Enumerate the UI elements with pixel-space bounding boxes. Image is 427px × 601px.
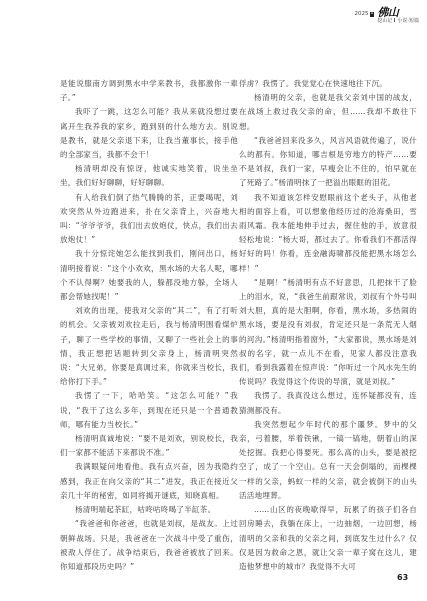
article-column-left [60, 77, 238, 574]
paragraph: 我不知道该怎样安慰眼前这个老头子，从他老相的面容上看，可以想象他经历过的沧海桑田，雪雨风霜。我本能地伸手过去，握住他的手，放意很轻松地说：“杨大哥，都过去了。你看我们不都活得好好的吗！你看，连金融海啸都没能把黑水场怎么样！” [239, 192, 417, 273]
paragraph: 我突然想起少年时代的那个噩梦。梦中的父亲，弓着腰，举着铁锹，一镐一镐地，朝着山的深处挖掘。我把心得要死。那么高的山头，要是被挖空了，成了一个空山。总有一天会倒塌的，而棵棵一样的父亲，蚂蚁一样的父亲，就会被倒下的山头活活地埋葬。 [239, 419, 417, 500]
magazine-subtitle [377, 18, 419, 24]
story-title: 挖山记 [377, 17, 393, 24]
paragraph: 我愣了。我真没这么想过，连怀疑都没有，连猜测都没有。 [239, 391, 417, 415]
issue-number-badge: 1 [370, 11, 374, 17]
magazine-masthead [377, 7, 419, 24]
paragraph: 有人给我们倒了热气腾腾的茶，正要喝呢，刘欢突然从外边跑进来，扑在父亲背上，兴奋地大叫：“爷爷爷爷，我们出去放炮仗，快点，我们出去放炮仗！” [60, 192, 238, 245]
issue-year: 2025 [354, 11, 369, 18]
separator [394, 18, 395, 22]
magazine-logo: 佛山 [377, 5, 399, 19]
paragraph: 我愣了一下，哈哈笑。“这怎么可能？”我说，“我干了这么多年，到现在还只是一个普通教师，哪有能力当校长。” [60, 391, 238, 429]
article-column-right [239, 77, 417, 574]
paragraph: 杨清明端起茶缸，咕咚咕咚喝了半缸茶。 [75, 505, 216, 515]
paragraph: “我爸爸回来没多久，风言风语就传遍了，说什么的都有。你知道，哪吉根是穷地方的特产……要不是刘叔，我们一家，早瘦会让不住的，怕早就在了死路了。”杨清明抹了一把溢出眼眶的泪花。 [239, 135, 417, 188]
paragraph: 我满眼疑问地看他。我有点兴奋，因为我隐约感到，我正在向父亲的“其二”进发，我正在接近父亲几十年的秘密，如同将揭开谜底，知晓真相。 [60, 462, 238, 500]
paragraph: 是能说服南方调到黑水中学来教书，我都激你一辈子。” [60, 79, 238, 103]
paragraph: 杨清明却没有惊讶，他诚实地笑着，说坐坐坐，我们好好聊聊，好好聊聊。 [60, 164, 238, 188]
paragraph: 杨清明的父亲，也就是我父亲刘中国的战友，在战场上救过我父亲的命，但……我却不敢往下想。 [239, 93, 417, 131]
paragraph: “我爸爸和你爸爸，也就是刘叔，是战友。上过朝鲜战场。只是，我爸爸在一次战斗中受了重伤，被敌人俘住了。战争结束后，我爸爸被放了回来。你知道那段历史吗？” [60, 519, 238, 571]
page-header [355, 6, 419, 24]
paragraph: 我十分惊诧她怎么能找到我们，刚问出口，杨清明接着说：“这个小欢欢，黑水场的大名人呢，哪个不认得啊？她要我的人，躲都没地方躲，全场人都会帮她找呢！” [60, 249, 238, 302]
paragraph: “是啊！”杨清明有点不好意思，几把抹干了脸上的泪水，说，“我爸生前跟常说，刘叔有个外号叫刘大胆，真的是大胆啊，你看，黑水场，多热闹的黑水场，要是没有刘叔，肯定还只是一条荒无人烟的河沟。”杨清明指着窗外，“大家都说，黑水场是刘叔的名字，就一点儿不在看，见家人都没注意我们，看到我露着在惊声说：“你听过一个风水先生的传说吗？我觉得这个传说的导演，就是刘叔。” [239, 277, 417, 387]
section-label: 小说·短篇 [397, 17, 419, 24]
issue-label [355, 12, 375, 18]
paragraph: 俘虏？我愣了。我觉觉心在快速地往下沉。 [239, 79, 388, 88]
paragraph: 杨清明真诚地说：“要不是刘欢，别说校长，我们一家都不能活下来都说不准。” [60, 434, 238, 458]
paragraph: ……山区的夜晚歇得早，玩累了的孩子们各自回房睡去，我躺在床上，一边抽烟，一边回想，杨清明的父亲和我的父亲之间，到底发生过什么？仅仅是因为救命之恩，就让父亲一辈子窝在这儿，建造他梦想中的城市？我觉得不大可 [239, 505, 417, 571]
paragraph: 刘欢的出现，使我对父亲的“其二”，有了打听的机会。父亲被刘欢拉走后，我与杨清明围看煤炉子，聊了一些学校的事情，又聊了一些社会上的事情，我正想把话题转到父亲身上，杨清明突然说：“大兄弟，你要是真调过来，你就来当校长，我给你打下手。” [60, 306, 238, 387]
page-number: 63 [397, 573, 409, 582]
paragraph: 我吓了一跳，这怎么可能？我从来就没想过要离开生我养我的家乡，跑到别的什么地方去。别说是教书，就是父亲退下来，让我当董事长，接手他的全部家当，我都不会干！ [60, 107, 238, 160]
